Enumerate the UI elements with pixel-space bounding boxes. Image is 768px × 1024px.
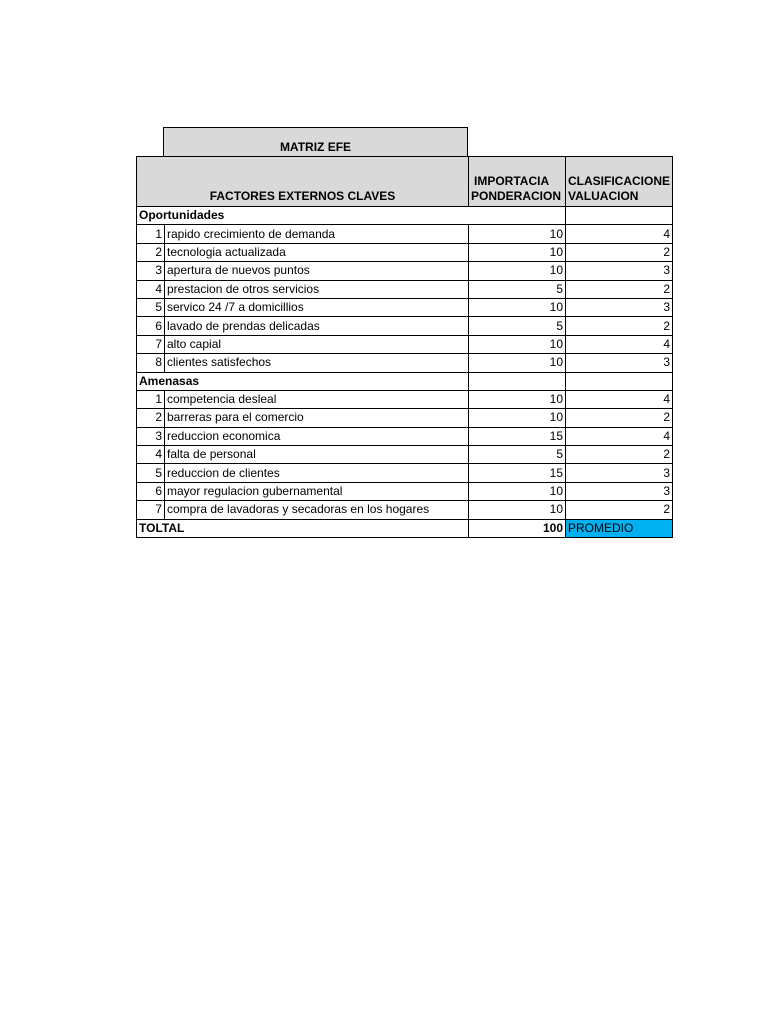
factor-cell: compra de lavadoras y secadoras en los hogares — [165, 501, 469, 519]
opportunities-section-row — [137, 207, 673, 225]
importance-cell: 10 — [469, 354, 566, 372]
importance-cell: 10 — [469, 409, 566, 427]
row-number: 1 — [137, 390, 165, 408]
row-number: 7 — [137, 501, 165, 519]
table-row — [137, 280, 673, 298]
factor-cell: servico 24 /7 a domicillios — [165, 298, 469, 316]
total-label: TOLTAL — [137, 519, 469, 537]
total-importance: 100 — [469, 519, 566, 537]
opportunities-label: Oportunidades — [137, 207, 469, 225]
factors-header: FACTORES EXTERNOS CLAVES — [137, 157, 469, 207]
importance-header-line2: PONDERACION — [471, 189, 562, 203]
table-row — [137, 335, 673, 353]
factor-cell: lavado de prendas delicadas — [165, 317, 469, 335]
importance-cell: 10 — [469, 243, 566, 261]
row-number: 3 — [137, 427, 165, 445]
importance-cell: 15 — [469, 464, 566, 482]
classification-header — [566, 157, 673, 207]
row-number: 5 — [137, 298, 165, 316]
classification-cell: 2 — [566, 243, 673, 261]
importance-header-line1: IMPORTACIA — [474, 174, 550, 188]
importance-cell: 15 — [469, 427, 566, 445]
threats-section-row — [137, 372, 673, 390]
classification-cell: 4 — [566, 225, 673, 243]
row-number: 1 — [137, 225, 165, 243]
row-number: 7 — [137, 335, 165, 353]
factor-cell: reduccion economica — [165, 427, 469, 445]
classification-cell: 3 — [566, 464, 673, 482]
factor-cell: clientes satisfechos — [165, 354, 469, 372]
opportunities-blank-importance — [469, 207, 566, 225]
row-number: 5 — [137, 464, 165, 482]
classification-cell: 2 — [566, 501, 673, 519]
table-row — [137, 427, 673, 445]
factor-cell: apertura de nuevos puntos — [165, 262, 469, 280]
classification-header-line1: CLASIFICACIONE — [568, 174, 670, 188]
classification-header-line2: VALUACION — [568, 189, 639, 203]
promedio-cell: PROMEDIO — [566, 519, 673, 537]
header-row — [137, 157, 673, 207]
table-row — [137, 501, 673, 519]
factor-cell: competencia desleal — [165, 390, 469, 408]
row-number: 6 — [137, 482, 165, 500]
threats-label: Amenasas — [137, 372, 469, 390]
importance-cell: 10 — [469, 262, 566, 280]
classification-cell: 4 — [566, 390, 673, 408]
row-number: 2 — [137, 243, 165, 261]
table-row — [137, 482, 673, 500]
threats-blank-classification — [566, 372, 673, 390]
factor-cell: falta de personal — [165, 446, 469, 464]
factor-cell: alto capial — [165, 335, 469, 353]
row-number: 3 — [137, 262, 165, 280]
table-row — [137, 243, 673, 261]
importance-cell: 10 — [469, 390, 566, 408]
table-row — [137, 409, 673, 427]
classification-cell: 3 — [566, 298, 673, 316]
importance-cell: 10 — [469, 482, 566, 500]
total-row — [137, 519, 673, 537]
importance-cell: 10 — [469, 225, 566, 243]
table-row — [137, 464, 673, 482]
factor-cell: rapido crecimiento de demanda — [165, 225, 469, 243]
classification-cell: 3 — [566, 262, 673, 280]
importance-cell: 10 — [469, 501, 566, 519]
row-number: 4 — [137, 280, 165, 298]
matrix-title: MATRIZ EFE — [163, 127, 468, 157]
factor-cell: tecnologia actualizada — [165, 243, 469, 261]
table-row — [137, 225, 673, 243]
classification-cell: 4 — [566, 427, 673, 445]
efe-matrix-table — [136, 156, 673, 538]
factor-cell: reduccion de clientes — [165, 464, 469, 482]
importance-header — [469, 157, 566, 207]
threats-blank-importance — [469, 372, 566, 390]
classification-cell: 4 — [566, 335, 673, 353]
classification-cell: 3 — [566, 354, 673, 372]
importance-cell: 10 — [469, 335, 566, 353]
classification-cell: 2 — [566, 317, 673, 335]
row-number: 8 — [137, 354, 165, 372]
factor-cell: prestacion de otros servicios — [165, 280, 469, 298]
table-row — [137, 317, 673, 335]
classification-cell: 2 — [566, 446, 673, 464]
classification-cell: 2 — [566, 409, 673, 427]
table-row — [137, 354, 673, 372]
table-row — [137, 262, 673, 280]
factor-cell: barreras para el comercio — [165, 409, 469, 427]
classification-cell: 3 — [566, 482, 673, 500]
row-number: 2 — [137, 409, 165, 427]
opportunities-blank-classification — [566, 207, 673, 225]
table-row — [137, 298, 673, 316]
importance-cell: 5 — [469, 446, 566, 464]
importance-cell: 5 — [469, 280, 566, 298]
classification-cell: 2 — [566, 280, 673, 298]
row-number: 6 — [137, 317, 165, 335]
importance-cell: 10 — [469, 298, 566, 316]
importance-cell: 5 — [469, 317, 566, 335]
row-number: 4 — [137, 446, 165, 464]
table-row — [137, 390, 673, 408]
table-row — [137, 446, 673, 464]
factor-cell: mayor regulacion gubernamental — [165, 482, 469, 500]
